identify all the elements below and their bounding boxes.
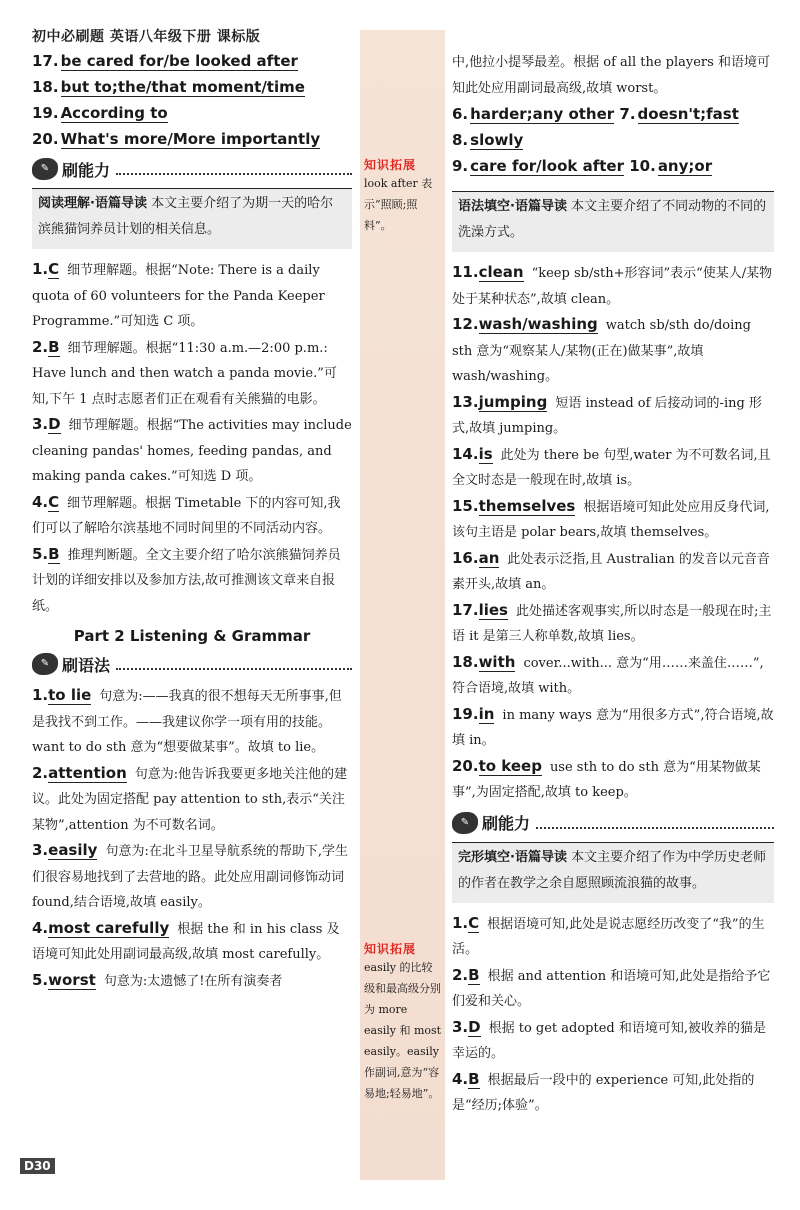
tip-column: [360, 30, 445, 1180]
section-heading: ✎ 刷能力: [32, 154, 352, 184]
list-item: 20.to keep use sth to do sth 意为“用某物做某事”,为固定搭配,故填 to keep。: [452, 756, 761, 800]
cloze-intro-box: 语法填空·语篇导读 本文主要介绍了不同动物的不同的洗澡方式。: [452, 191, 774, 252]
list-item: 16.an 此处表示泛指,且 Australian 的发音以元音音素开头,故填 an。: [452, 548, 770, 592]
pencil-icon: ✎: [32, 653, 58, 675]
list-item: 17.lies 此处描述客观事实,所以时态是一般现在时;主语 it 是第三人称单数,故填 lies。: [452, 600, 772, 644]
list-item: 19.in in many ways 意为“用很多方式”,符合语境,故填 in。: [452, 704, 774, 748]
reading-intro-box: 阅读理解·语篇导读 本文主要介绍了为期一天的哈尔滨熊猫饲养员计划的相关信息。: [32, 188, 352, 249]
list-item: 1.to lie 句意为:——我真的很不想每天无所事事,但是我找不到工作。——我建议你学一项有用的技能。want to do sth 意为“想要做某事”。故填 to lie。: [32, 686, 342, 755]
list-item: 15.themselves 根据语境可知此处应用反身代词,该句主语是 polar bears,故填 themselves。: [452, 496, 770, 540]
list-item: 11.clean “keep sb/sth+形容词”表示“使某人/某物处于某种状态”,故填 clean。: [452, 263, 773, 307]
list-item: 12.wash/washing watch sb/sth do/doing sth 意为“观察某人/某物(正在)做某事”,故填 wash/washing。: [452, 315, 751, 384]
answer-line: 18. but to;the/that moment/time: [32, 78, 305, 96]
list-item: 2.attention 句意为:他告诉我要更多地关注他的建议。此处为固定搭配 pay attention to sth,表示“关注某物”,attention 为不可数名词。: [32, 763, 348, 833]
section-heading: ✎ 刷语法: [32, 649, 352, 679]
answer-line: 17. be cared for/be looked after: [32, 52, 298, 70]
list-item: 4.C 细节理解题。根据 Timetable 下的内容可知,我们可以了解哈尔滨基地不同时间里的不同活动内容。: [32, 492, 341, 536]
list-item: 2.B 根据 and attention 和语境可知,此处是指给予它们爱和关心。: [452, 965, 771, 1009]
pencil-icon: ✎: [32, 158, 58, 180]
answer-line: 8. slowly: [452, 131, 524, 149]
list-item: 18.with cover...with... 意为“用……来盖住……”,符合语境,故填 with。: [452, 652, 764, 696]
list-item: 4.most carefully 根据 the 和 in his class 及语境可知此处用副词最高级,故填 most carefully。: [32, 918, 340, 962]
list-item: 14.is 此处为 there be 句型,water 为不可数名词,且全文时态是一般现在时,故填 is。: [452, 444, 771, 488]
section-heading: ✎ 刷能力: [452, 808, 774, 838]
list-item: 5.B 推理判断题。全文主要介绍了哈尔滨熊猫饲养员计划的详细安排以及参加方法,故可推测该文章来自报纸。: [32, 544, 341, 614]
part-title: Part 2 Listening & Grammar: [73, 627, 311, 645]
list-item: 1.C 根据语境可知,此处是说志愿经历改变了“我”的生活。: [452, 913, 765, 957]
left-column: [32, 48, 352, 994]
page-number: D30: [20, 1158, 55, 1174]
pencil-icon: ✎: [452, 812, 478, 834]
list-item: 5.worst 句意为:太遗憾了!在所有演奏者: [32, 970, 283, 989]
answer-line: 9. care for/look after 10. any;or: [452, 157, 713, 175]
list-item: 13.jumping 短语 instead of 后接动词的-ing 形式,故填 jumping。: [452, 392, 762, 436]
list-item: 3.easily 句意为:在北斗卫星导航系统的帮助下,学生们很容易地找到了去营地的路。此处应用副词修饰动词 found,结合语境,故填 easily。: [32, 841, 348, 910]
tip-text: easily 的比较级和最高级分别为 more easily 和 most easily。easily 作副词,意为“容易地;轻易地”。: [364, 961, 442, 1100]
list-item: 3.D 细节理解题。根据“The activities may include cleaning pandas' homes, feeding pandas, and making panda cakes.”可知选 D 项。: [32, 415, 352, 484]
answer-line: 6. harder;any other 7. doesn't;fast: [452, 105, 739, 123]
list-item: 3.D 根据 to get adopted 和语境可知,被收养的猫是幸运的。: [452, 1017, 767, 1061]
answer-line: 20. What's more/More importantly: [32, 130, 321, 148]
tip-title: 知识拓展: [364, 158, 417, 172]
answer-line: 19. According to: [32, 104, 168, 122]
tip-text: look after 表示“照顾;照料”。: [364, 177, 433, 232]
list-item: 1.C 细节理解题。根据“Note: There is a daily quota of 60 volunteers for the Panda Keeper Programme.”可知选 C 项。: [32, 260, 325, 329]
list-item: 2.B 细节理解题。根据“11:30 a.m.—2:00 p.m.: Have lunch and then watch a panda movie.”可知,下午 1 点时志愿者们正在观看有关熊猫的电影。: [32, 337, 337, 407]
right-column: [452, 50, 774, 1119]
list-item: 4.B 根据最后一段中的 experience 可知,此处指的是“经历;体验”。: [452, 1069, 755, 1113]
tip-title: 知识拓展: [364, 942, 417, 956]
wanxing-intro-box: 完形填空·语篇导读 本文主要介绍了作为中学历史老师的作者在教学之余自愿照顾流浪猫的故事。: [452, 842, 774, 903]
continued-text: 中,他拉小提琴最差。根据 of all the players 和语境可知此处应用副词最高级,故填 worst。: [452, 55, 770, 96]
tip-1: [364, 156, 442, 236]
page-header: 初中必刷题 英语八年级下册 课标版: [32, 29, 261, 45]
tip-2: [364, 940, 442, 1104]
